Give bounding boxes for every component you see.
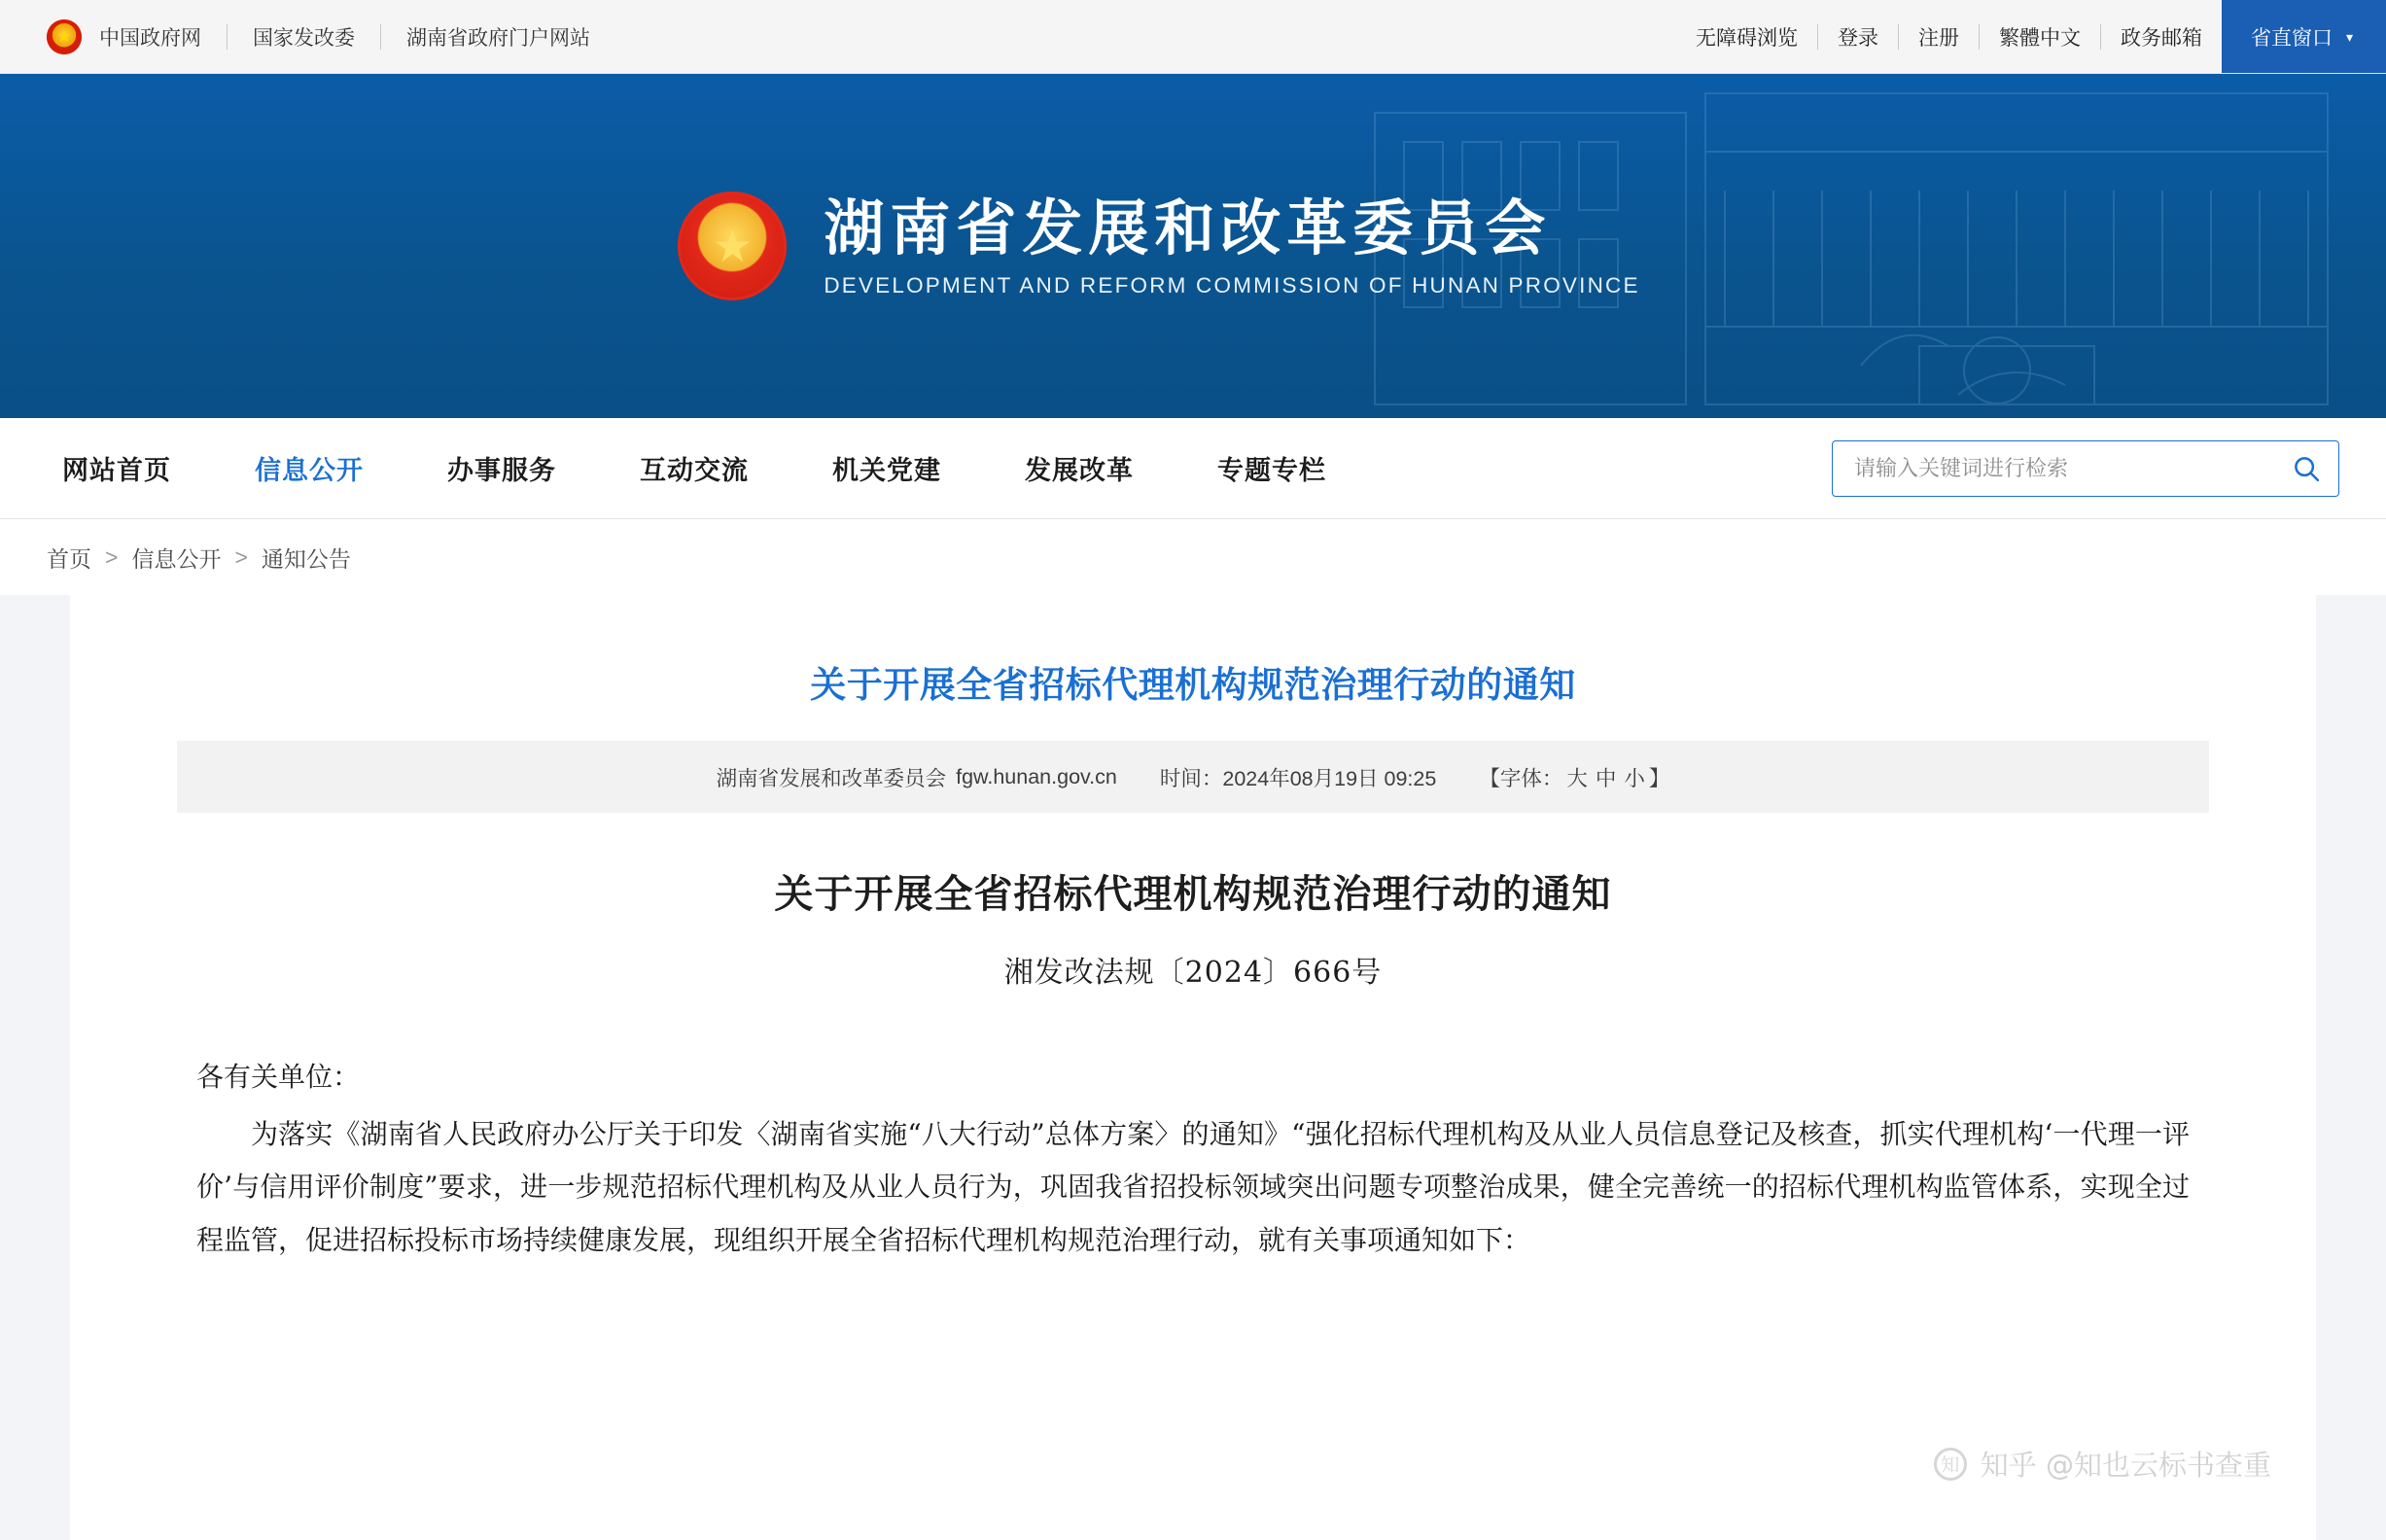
top-utility-bar (0, 0, 2386, 74)
article-time-label: 时间： (1159, 766, 1223, 790)
topbar-link-register[interactable]: 注册 (1917, 26, 1959, 50)
topbar-right-links (1676, 0, 2386, 73)
content-area (0, 595, 2386, 1540)
nav-item-special-columns[interactable]: 专题专栏 (1217, 456, 1326, 485)
font-size-medium-button[interactable]: 中 (1595, 766, 1617, 790)
article-salutation: 各有关单位： (196, 1061, 361, 1093)
topbar-left-links (47, 19, 615, 54)
breadcrumb-separator: > (234, 543, 248, 570)
topbar-link-traditional-chinese[interactable]: 繁體中文 (1998, 26, 2081, 50)
province-window-button[interactable] (2222, 0, 2386, 73)
breadcrumb-separator: > (105, 543, 119, 570)
banner-identity (678, 192, 1639, 300)
breadcrumb (0, 519, 2386, 595)
national-emblem-icon (47, 19, 82, 54)
breadcrumb-item-notices[interactable]: 通知公告 (261, 545, 351, 572)
article-paragraph-1: 为落实《湖南省人民政府办公厅关于印发〈湖南省实施“八大行动”总体方案〉的通知》“强化招标代理机构及从业人员信息登记及核查，抓实代理机构‘一代理一评价’与信用评价制度”要求，进一步规范招标代理机构及从业人员行为，巩固我省招投标领域突出问题专项整治成果，健全完善统一的招标代理机构监管体系，实现全过程监管，促进招标投标市场持续健康发展，现组织开展全省招标代理机构规范治理行动，就有关事项通知如下： (196, 1117, 2190, 1256)
site-banner (0, 74, 2386, 418)
province-window-label: 省直窗口 (2250, 26, 2333, 50)
article-source-domain: fgw.hunan.gov.cn (956, 764, 1117, 788)
nav-item-party-building[interactable]: 机关党建 (832, 456, 941, 485)
article-card (70, 595, 2316, 1540)
watermark-text: 知乎 @知也云标书查重 (1980, 1449, 2271, 1482)
font-size-large-button[interactable]: 大 (1566, 766, 1588, 790)
search-input[interactable] (1854, 456, 2292, 481)
topbar-link-login[interactable]: 登录 (1837, 26, 1878, 50)
nav-item-list (47, 449, 1368, 487)
main-navigation (0, 418, 2386, 519)
article-title: 关于开展全省招标代理机构规范治理行动的通知 (774, 871, 1612, 917)
article-time-value: 2024年08月19日 09:25 (1222, 766, 1437, 790)
chevron-down-icon: ▾ (2345, 28, 2353, 45)
font-size-label: 【字体： (1479, 766, 1563, 790)
nav-item-information-disclosure[interactable]: 信息公开 (255, 456, 364, 485)
article-meta-bar (177, 741, 2209, 813)
breadcrumb-item-information-disclosure[interactable]: 信息公开 (131, 545, 222, 572)
search-icon[interactable] (2292, 454, 2321, 483)
breadcrumb-item-home[interactable]: 首页 (47, 545, 91, 572)
font-size-label-end: 】 (1648, 766, 1670, 790)
nav-item-services[interactable]: 办事服务 (447, 456, 556, 485)
topbar-link-china-gov[interactable]: 中国政府网 (99, 26, 201, 50)
article-body (196, 1051, 2190, 1267)
nav-item-home[interactable]: 网站首页 (62, 456, 171, 485)
topbar-link-accessibility[interactable]: 无障碍浏览 (1695, 26, 1798, 50)
article-source: 湖南省发展和改革委员会 (716, 766, 947, 790)
banner-title-cn: 湖南省发展和改革委员会 (824, 192, 1552, 264)
topbar-link-ndrc[interactable]: 国家发改委 (253, 26, 355, 50)
topbar-link-hunan-gov[interactable]: 湖南省政府门户网站 (406, 26, 590, 50)
font-size-small-button[interactable]: 小 (1624, 766, 1645, 790)
nav-item-interaction[interactable]: 互动交流 (640, 456, 749, 485)
article-document-number: 湘发改法规〔2024〕666号 (1003, 956, 1383, 990)
page-title: 关于开展全省招标代理机构规范治理行动的通知 (810, 665, 1576, 705)
nav-item-development-reform[interactable]: 发展改革 (1025, 456, 1134, 485)
search-box[interactable] (1832, 440, 2339, 497)
banner-title-en: DEVELOPMENT AND REFORM COMMISSION OF HUNAN PROVINCE (824, 272, 1640, 298)
watermark-logo-icon: 知 (1934, 1448, 1967, 1481)
topbar-link-gov-mail[interactable]: 政务邮箱 (2120, 26, 2202, 50)
commission-emblem-icon (678, 192, 787, 300)
